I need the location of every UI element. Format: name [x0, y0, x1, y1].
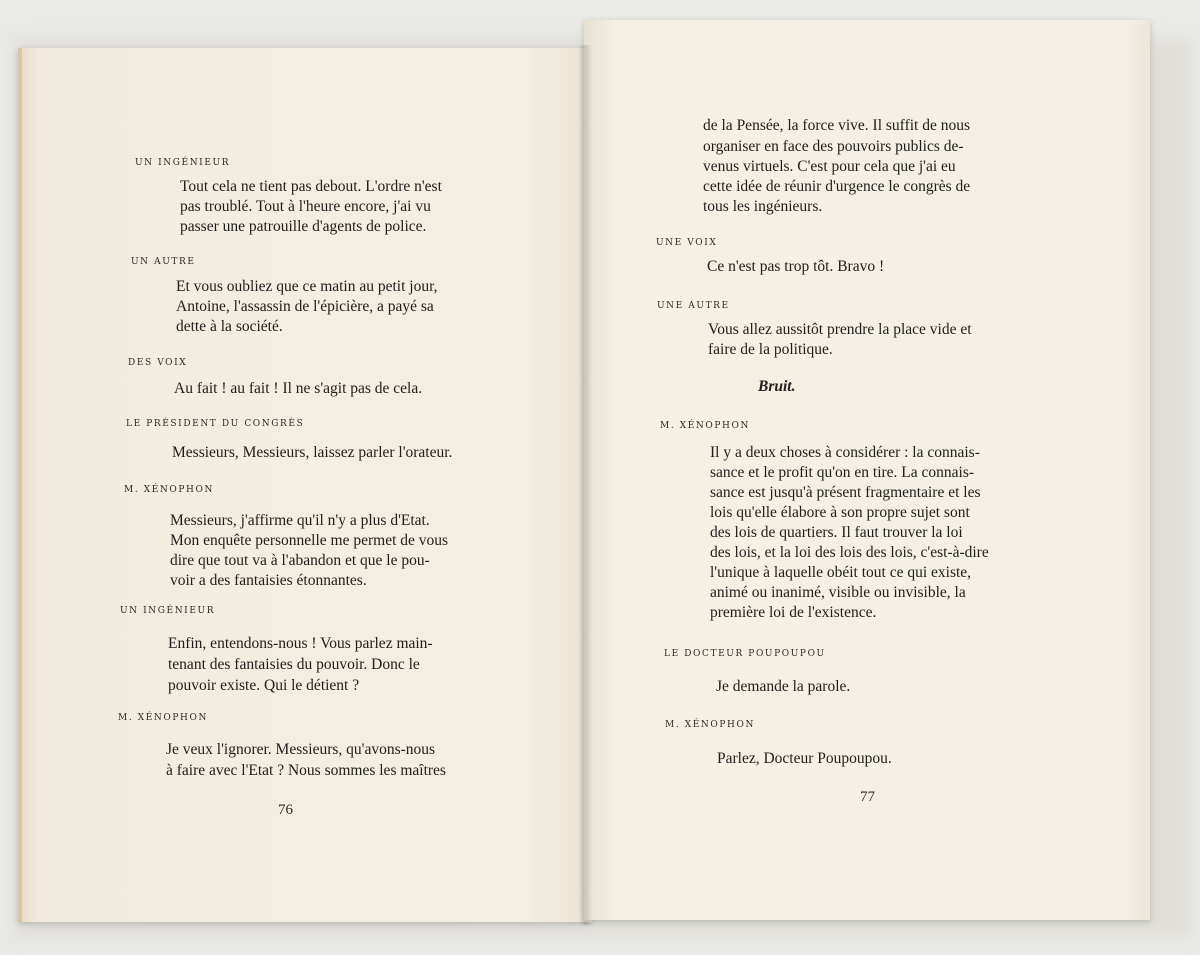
text-line: Messieurs, Messieurs, laissez parler l'orateur. — [172, 444, 453, 461]
text-line: des lois, et la loi des lois des lois, c'est-à-dire — [710, 544, 989, 561]
page-number-right: 77 — [860, 789, 875, 805]
text-line: Je demande la parole. — [716, 678, 851, 695]
book-gutter — [578, 45, 592, 925]
page-number-left: 76 — [278, 802, 293, 818]
text-line: sance et le profit qu'on en tire. La connais- — [710, 464, 975, 481]
text-line: des lois de quartiers. Il faut trouver la loi — [710, 524, 963, 541]
text-line: organiser en face des pouvoirs publics de- — [703, 138, 964, 155]
text-line: Mon enquête personnelle me permet de vous — [170, 532, 449, 549]
speaker-label: LE DOCTEUR POUPOUPOU — [664, 649, 826, 659]
text-line: tenant des fantaisies du pouvoir. Donc le — [168, 656, 420, 673]
text-line: de la Pensée, la force vive. Il suffit de nous — [703, 117, 971, 134]
speaker-label: UN INGÉNIEUR — [120, 606, 216, 616]
text-line: Et vous oubliez que ce matin au petit jour, — [176, 278, 438, 295]
text-line: Au fait ! au fait ! Il ne s'agit pas de cela. — [174, 380, 423, 397]
text-line: Je veux l'ignorer. Messieurs, qu'avons-nous — [166, 741, 436, 758]
text-line: Enfin, entendons-nous ! Vous parlez main- — [168, 635, 433, 652]
speaker-label: DES VOIX — [128, 358, 188, 368]
speaker-label: UNE AUTRE — [657, 301, 730, 311]
speaker-label: UN INGÉNIEUR — [135, 158, 231, 168]
text-line: dire que tout va à l'abandon et que le pou- — [170, 552, 430, 569]
speaker-label: M. XÉNOPHON — [124, 485, 214, 495]
text-line: tous les ingénieurs. — [703, 198, 823, 215]
text-line: pas troublé. Tout à l'heure encore, j'ai vu — [180, 198, 431, 215]
text-line: Il y a deux choses à considérer : la connais- — [710, 444, 980, 461]
text-line: venus virtuels. C'est pour cela que j'ai eu — [703, 158, 956, 175]
text-line: dette à la société. — [176, 318, 283, 335]
speaker-label: LE PRÉSIDENT DU CONGRÈS — [126, 419, 305, 429]
text-line: lois qu'elle élabore à son propre sujet sont — [710, 504, 970, 521]
text-line: voir a des fantaisies étonnantes. — [170, 572, 367, 589]
text-line: Parlez, Docteur Poupoupou. — [717, 750, 892, 767]
speaker-label: UNE VOIX — [656, 238, 718, 248]
text-line: sance est jusqu'à présent fragmentaire et les — [710, 484, 981, 501]
speaker-label: M. XÉNOPHON — [118, 713, 208, 723]
text-line: première loi de l'existence. — [710, 604, 877, 621]
text-line: cette idée de réunir d'urgence le congrès de — [703, 178, 971, 195]
speaker-label: M. XÉNOPHON — [665, 720, 755, 730]
stage-direction: Bruit. — [758, 378, 796, 395]
text-line: pouvoir existe. Qui le détient ? — [168, 677, 360, 694]
text-line: à faire avec l'Etat ? Nous sommes les maîtres — [166, 762, 446, 779]
text-line: Messieurs, j'affirme qu'il n'y a plus d'Etat. — [170, 512, 430, 529]
text-line: Vous allez aussitôt prendre la place vide et — [708, 321, 972, 338]
text-line: Tout cela ne tient pas debout. L'ordre n'est — [180, 178, 442, 195]
text-line: faire de la politique. — [708, 341, 833, 358]
text-line: l'unique à laquelle obéit tout ce qui existe, — [710, 564, 972, 581]
text-line: animé ou inanimé, visible ou invisible, la — [710, 584, 966, 601]
speaker-label: M. XÉNOPHON — [660, 421, 750, 431]
speaker-label: UN AUTRE — [131, 257, 196, 267]
text-line: passer une patrouille d'agents de police. — [180, 218, 427, 235]
text-line: Antoine, l'assassin de l'épicière, a payé sa — [176, 298, 434, 315]
text-line: Ce n'est pas trop tôt. Bravo ! — [707, 258, 885, 275]
